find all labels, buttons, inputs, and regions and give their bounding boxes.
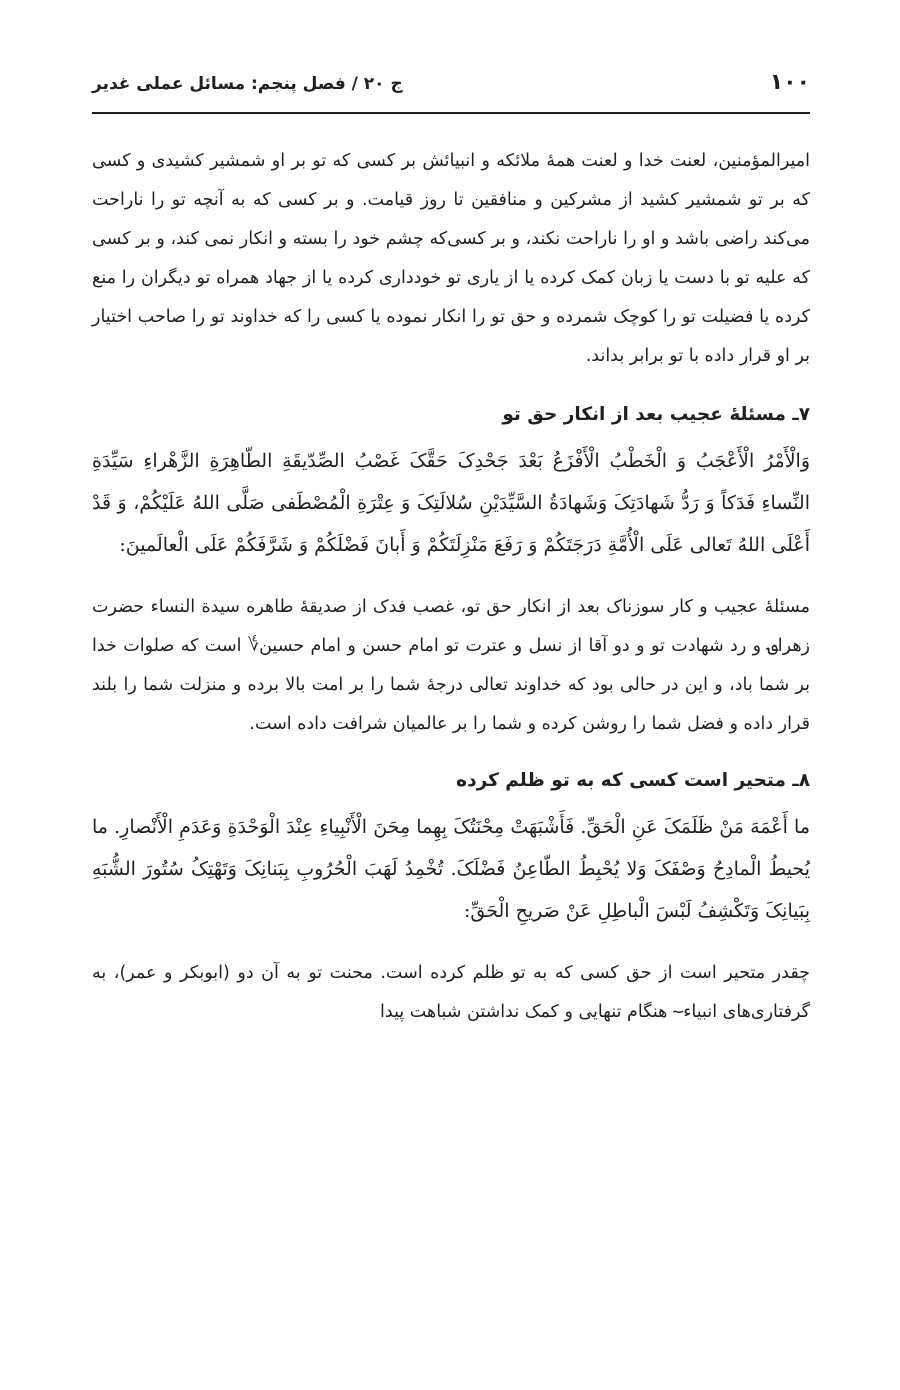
translation-paragraph-8: چقدر متحیر است از حق کسی که به تو ظلم کرده است. محنت تو به آن دو (ابوبکر و عمر)، به گرفتاری‌های انبیاء؅ هنگام تنهایی و کمک نداشتن شباهت پیدا [92, 963, 810, 1022]
translation-paragraph-7: مسئلهٔ عجیب و کار سوزناک بعد از انکار حق تو، غصب فدک از صدیقهٔ طاهره سیدة النساء حضرت زهرا؈ و رد شهادت تو و دو آقا از نسل و عترت تو امام حسن و امام حسین؇ است که صلوات خدا بر شما باد، و این در حالی بود که خداوند تعالی درجهٔ شما را بر امت بالا برده و منزلت شما را بلند قرار داده و فضل شما را روشن کرده و شما را بر عالمیان شرافت داده است. [92, 597, 810, 734]
arabic-quote-8: ما أَعْمَهَ مَنْ ظَلَمَکَ عَنِ الْحَقِّ. فَأَشْبَهَتْ مِحْنَتُکَ بِهِما مِحَنَ الْأَنْبِياءِ عِنْدَ الْوَحْدَةِ وَعَدَمِ الْأَنْصارِ. ما يُحيطُ الْمادِحُ وَصْفَکَ وَلا يُحْبِطُ الطّاعِنُ فَضْلَکَ. تُخْمِدُ لَهَبَ الْحُرُوبِ بِبَنانِکَ وَتَهْتِکُ سُتُورَ الشُّبَهِ بِبَيانِکَ وَتَكْشِفُ لَبْسَ الْباطِلِ عَنْ صَريحِ الْحَقِّ: [92, 816, 810, 922]
section-heading-8: ۸ـ متحیر است کسی که به تو ظلم کرده [456, 770, 810, 791]
chapter-title: ج ۲۰ / فصل پنجم: مسائل عملی غدیر [92, 74, 403, 94]
book-page [92, 0, 810, 1390]
page-content [92, 142, 810, 1032]
intro-paragraph: امیرالمؤمنین، لعنت خدا و لعنت همهٔ ملائکه و انبیائش بر کسی که تو بر او شمشیر کشیدی و کسی که بر تو شمشیر کشید از مشرکین و منافقین تا روز قیامت. و بر کسی که به آنچه تو را ناراحت می‌کند راضی باشد و او را ناراحت نکند، و بر کسی‌که چشم خود را بسته و انکار نمی کند، و بر کسی که علیه تو با دست یا زبان کمک کرده یا از یاری تو خودداری کرده یا از جهاد همراه تو دیگران را منع کرده یا فضیلت تو را کوچک شمرده و حق تو را انکار نموده یا کسی را که خداوند تو را صاحب اختیار بر او قرار داده با تو برابر بداند. [92, 151, 810, 366]
running-header [92, 68, 810, 114]
arabic-quote-7: وَالْأَمْرُ الْأَعْجَبُ وَ الْخَطْبُ الْأَفْزَعُ بَعْدَ جَحْدِکَ حَقَّکَ غَصْبُ الصِّدّيقَةِ الطّاهِرَةِ الزَّهْراءِ سَيِّدَةِ النِّساءِ فَدَكاً وَ رَدُّ شَهادَتِکَ وَشَهادَةُ السَّيِّدَيْنِ سُلالَتِکَ وَ عِتْرَةِ الْمُصْطَفى صَلَّى اللهُ عَلَيْكُمْ، وَ قَدْ أَعْلَى اللهُ تَعالى عَلَى الْأُمَّةِ دَرَجَتَكُمْ وَ رَفَعَ مَنْزِلَتَكُمْ وَ أَبانَ فَضْلَكُمْ وَ شَرَّفَكُمْ عَلَى الْعالَمينَ: [92, 450, 810, 556]
page-number: ۱۰۰ [769, 70, 810, 95]
section-heading-7: ۷ـ مسئلهٔ عجیب بعد از انکار حق تو [502, 404, 810, 425]
